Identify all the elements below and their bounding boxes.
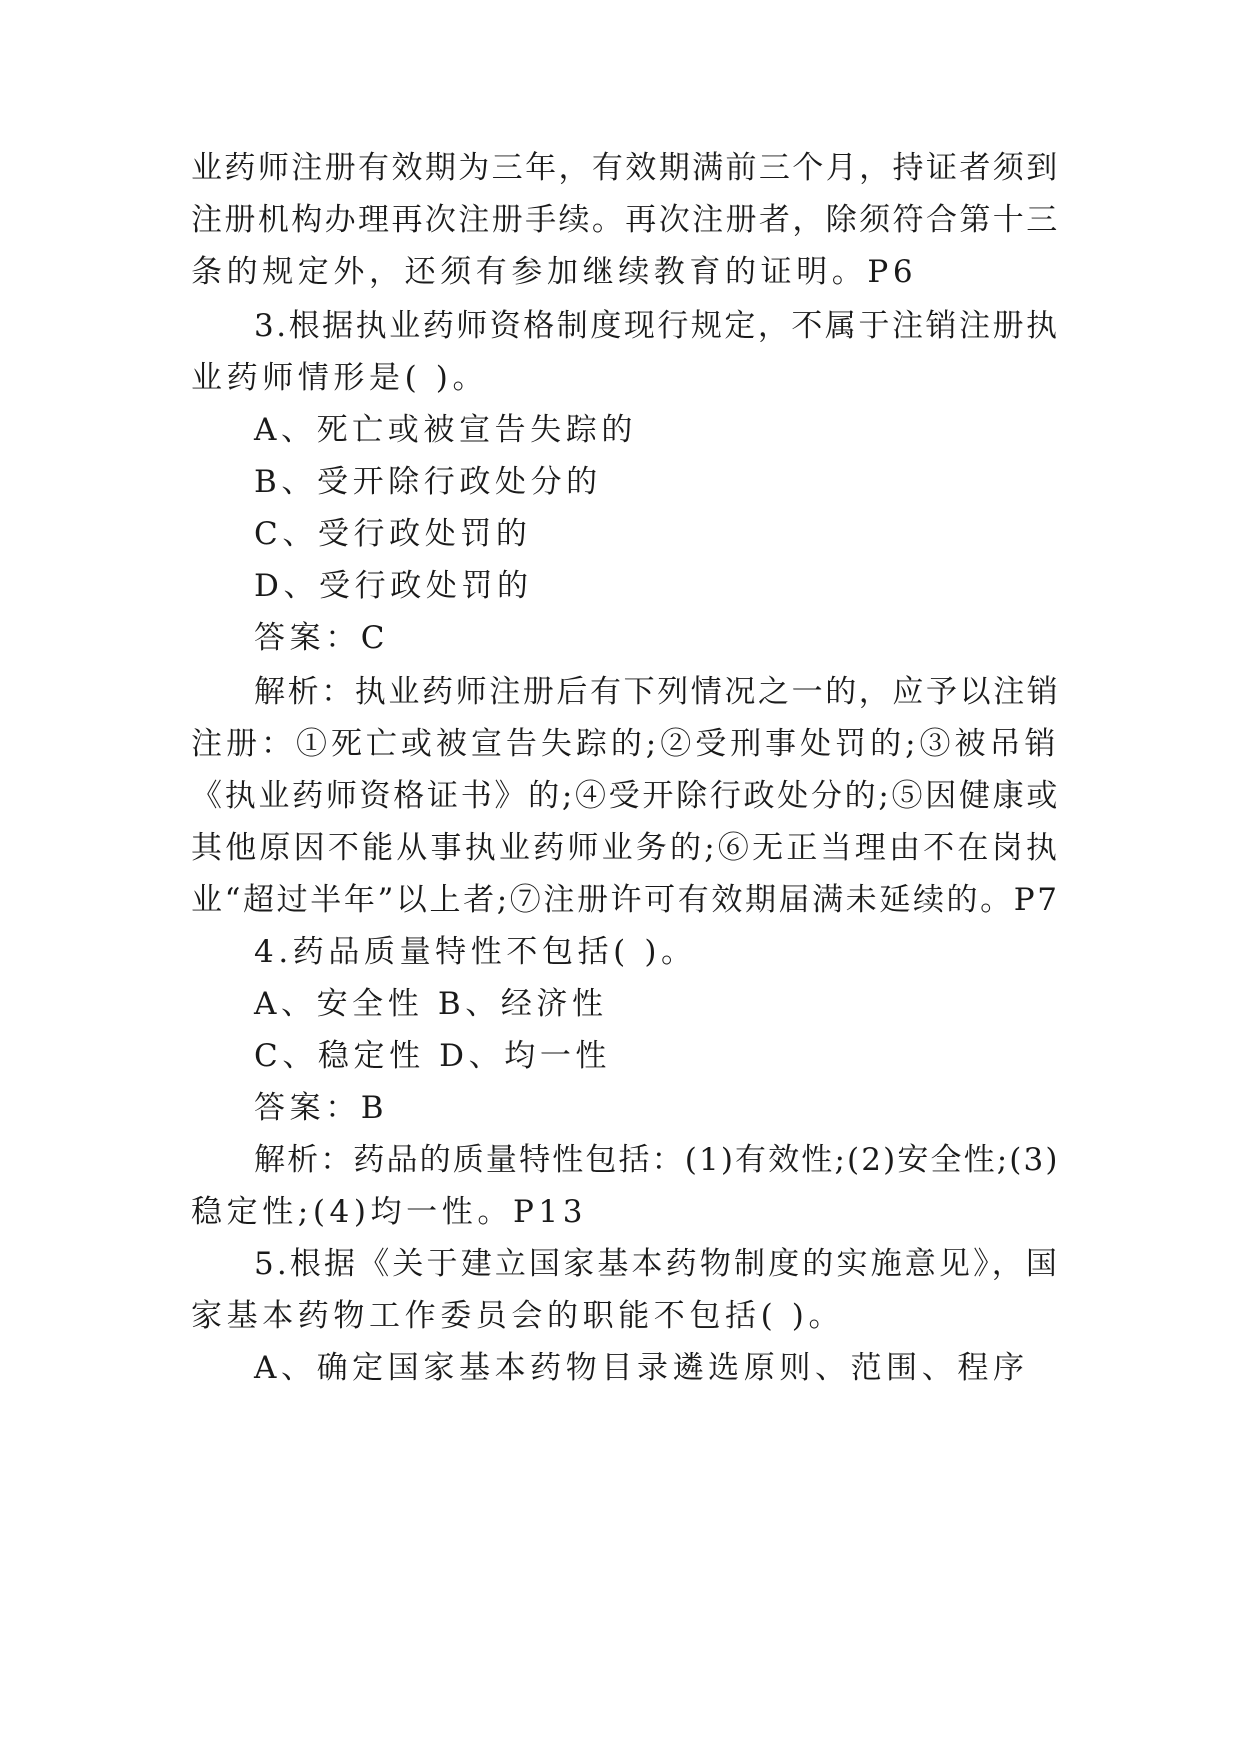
question-4-options-ab: A、安全性 B、经济性 (254, 986, 608, 1022)
question-3-analysis: 解析：执业药师注册后有下列情况之一的，应予以注销 (254, 674, 1061, 710)
question-5-stem: 5.根据《关于建立国家基本药物制度的实施意见》，国 (254, 1246, 1061, 1282)
question-4-analysis: 解析：药品的质量特性包括：(1)有效性;(2)安全性;(3) (254, 1142, 1060, 1178)
question-4-stem: 4.药品质量特性不包括( )。 (254, 934, 697, 970)
question-4-options-cd: C、稳定性 D、均一性 (254, 1038, 612, 1074)
question-3-stem-cont: 业药师情形是( )。 (191, 360, 489, 396)
question-5-option-a: A、确定国家基本药物目录遴选原则、范围、程序 (254, 1350, 1029, 1386)
text-line: 《执业药师资格证书》的;④受开除行政处分的;⑤因健康或 (191, 778, 1061, 814)
text-line: 业“超过半年”以上者;⑦注册许可有效期届满未延续的。P7 (191, 882, 1060, 918)
text-line: 其他原因不能从事执业药师业务的;⑥无正当理由不在岗执 (191, 830, 1061, 866)
question-3-option-d: D、受行政处罚的 (254, 568, 533, 604)
question-3-stem: 3.根据执业药师资格制度现行规定，不属于注销注册执 (254, 308, 1060, 344)
text-line: 稳定性;(4)均一性。P13 (191, 1194, 588, 1230)
text-line: 注册机构办理再次注册手续。再次注册者，除须符合第十三 (191, 202, 1060, 238)
text-line: 注册：①死亡或被宣告失踪的;②受刑事处罚的;③被吊销 (191, 726, 1060, 762)
question-3-option-c: C、受行政处罚的 (254, 516, 532, 552)
text-line: 条的规定外，还须有参加继续教育的证明。P6 (191, 254, 918, 290)
question-3-option-b: B、受开除行政处分的 (254, 464, 602, 500)
question-4-answer: 答案：B (254, 1090, 389, 1126)
text-line: 业药师注册有效期为三年，有效期满前三个月，持证者须到 (191, 150, 1060, 186)
question-5-stem-cont: 家基本药物工作委员会的职能不包括( )。 (191, 1298, 845, 1334)
question-3-answer: 答案：C (254, 620, 390, 656)
question-3-option-a: A、死亡或被宣告失踪的 (254, 412, 637, 448)
